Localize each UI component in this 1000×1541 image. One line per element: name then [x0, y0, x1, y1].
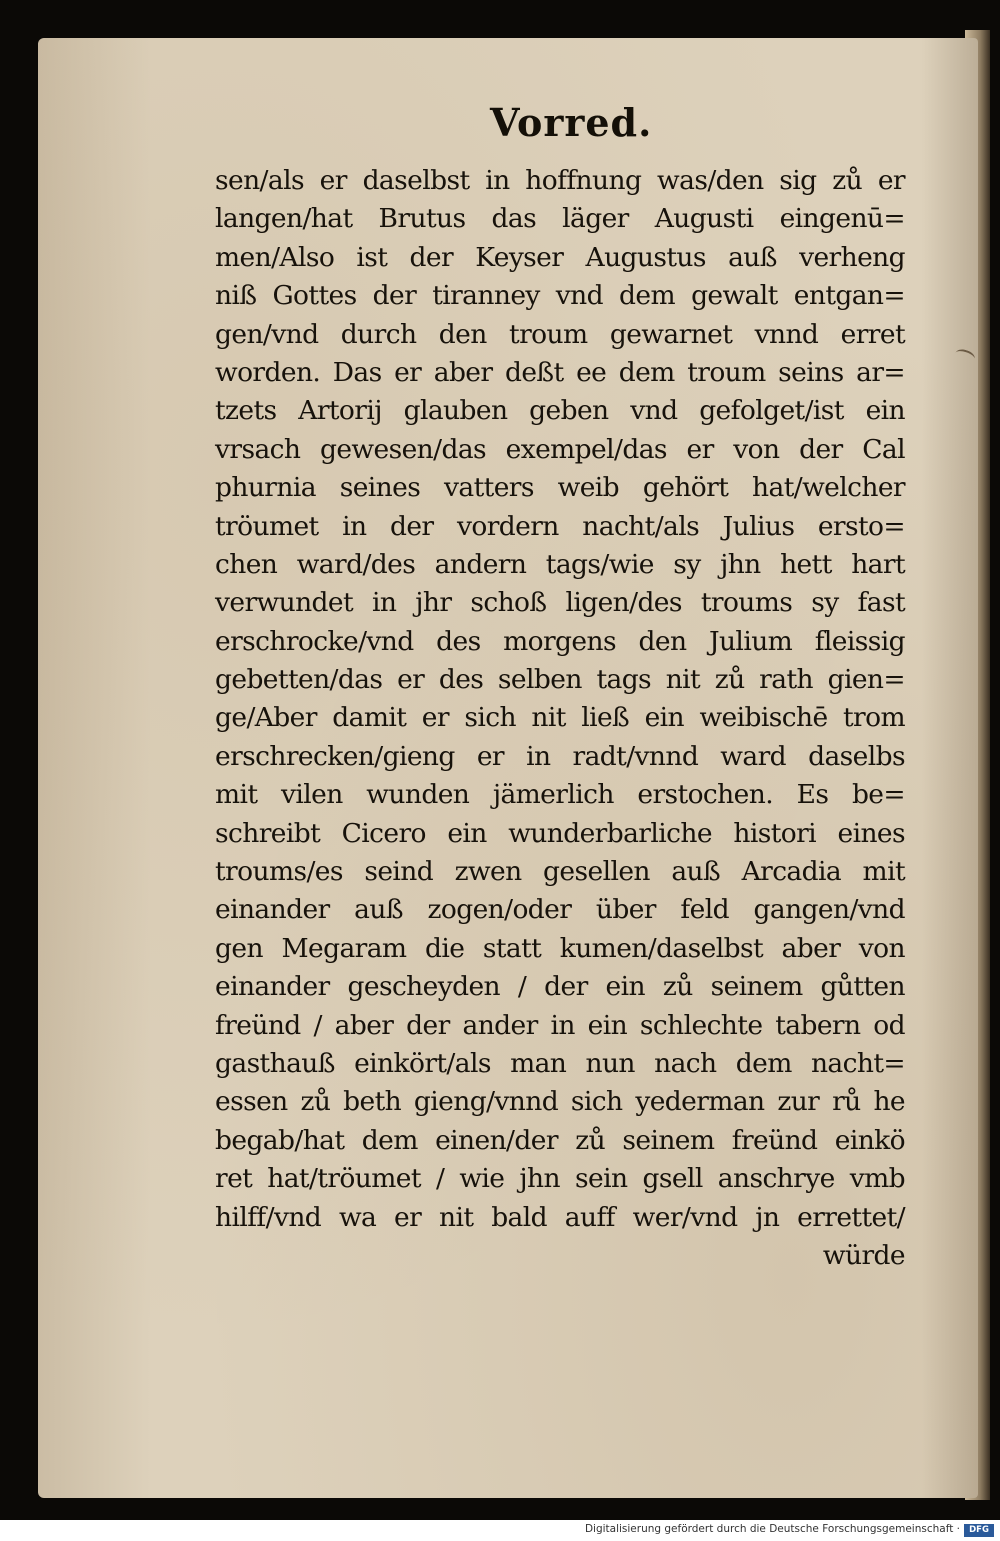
text-block [215, 162, 905, 1275]
page-heading: Vorred. [490, 100, 653, 145]
text-line: gasthauß einkört/als man nun nach dem nacht= [215, 1047, 905, 1079]
text-line: erschrocke/vnd des morgens den Julium fleissig [215, 625, 905, 657]
text-line: langen/hat Brutus das läger Augusti eingenū= [215, 203, 905, 235]
text-line: gen Megaram die statt kumen/daselbst aber von [215, 932, 905, 964]
text-line: men/Also ist der Keyser Augustus auß verheng [215, 241, 905, 273]
text-line: vrsach gewesen/das exempel/das er von der Cal [215, 433, 905, 465]
text-line: phurnia seines vatters weib gehört hat/welcher [215, 472, 905, 504]
footer-bar [0, 1520, 1000, 1541]
text-line: gen/vnd durch den troum gewarnet vnnd erret [215, 318, 905, 350]
text-line: erschrecken/gieng er in radt/vnnd ward daselbs [215, 740, 905, 772]
text-line: worden. Das er aber deßt ee dem troum seins ar= [215, 356, 905, 388]
text-line: freünd / aber der ander in ein schlechte tabern od [215, 1009, 905, 1041]
text-line: essen zů beth gieng/vnnd sich yederman zur rů he [215, 1086, 905, 1118]
text-line: troums/es seind zwen gesellen auß Arcadia mit [215, 856, 905, 888]
text-line: einander gescheyden / der ein zů seinem gůtten [215, 971, 905, 1003]
text-line: sen/als er daselbst in hoffnung was/den sig zů er [215, 165, 905, 196]
catchword: würde [822, 1239, 905, 1271]
text-line: schreibt Cicero ein wunderbarliche histori eines [215, 817, 905, 849]
text-line: mit vilen wunden jämerlich erstochen. Es be= [215, 779, 905, 811]
text-line: niß Gottes der tiranney vnd dem gewalt entgan= [215, 280, 905, 312]
text-line: begab/hat dem einen/der zů seinem freünd einkö [215, 1124, 905, 1156]
text-line: tröumet in der vordern nacht/als Julius ersto= [215, 510, 905, 542]
text-line: tzets Artorij glauben geben vnd gefolget/ist ein [215, 395, 905, 427]
text-line: einander auß zogen/oder über feld gangen/vnd [215, 894, 905, 926]
text-line: ret hat/tröumet / wie jhn sein gsell anschrye vmb [215, 1163, 905, 1195]
footer-credit: Digitalisierung gefördert durch die Deutsche Forschungsgemeinschaft · [584, 1523, 960, 1535]
text-line: gebetten/das er des selben tags nit zů rath gien= [215, 664, 905, 696]
text-line: ge/Aber damit er sich nit ließ ein weibischē trom [215, 702, 905, 734]
text-line: chen ward/des andern tags/wie sy jhn hett hart [215, 548, 905, 580]
dfg-logo: DFG [964, 1524, 994, 1537]
text-line: verwundet in jhr schoß ligen/des troums sy fast [215, 587, 905, 619]
text-line: hilff/vnd wa er nit bald auff wer/vnd jn errettet/ [215, 1201, 905, 1233]
